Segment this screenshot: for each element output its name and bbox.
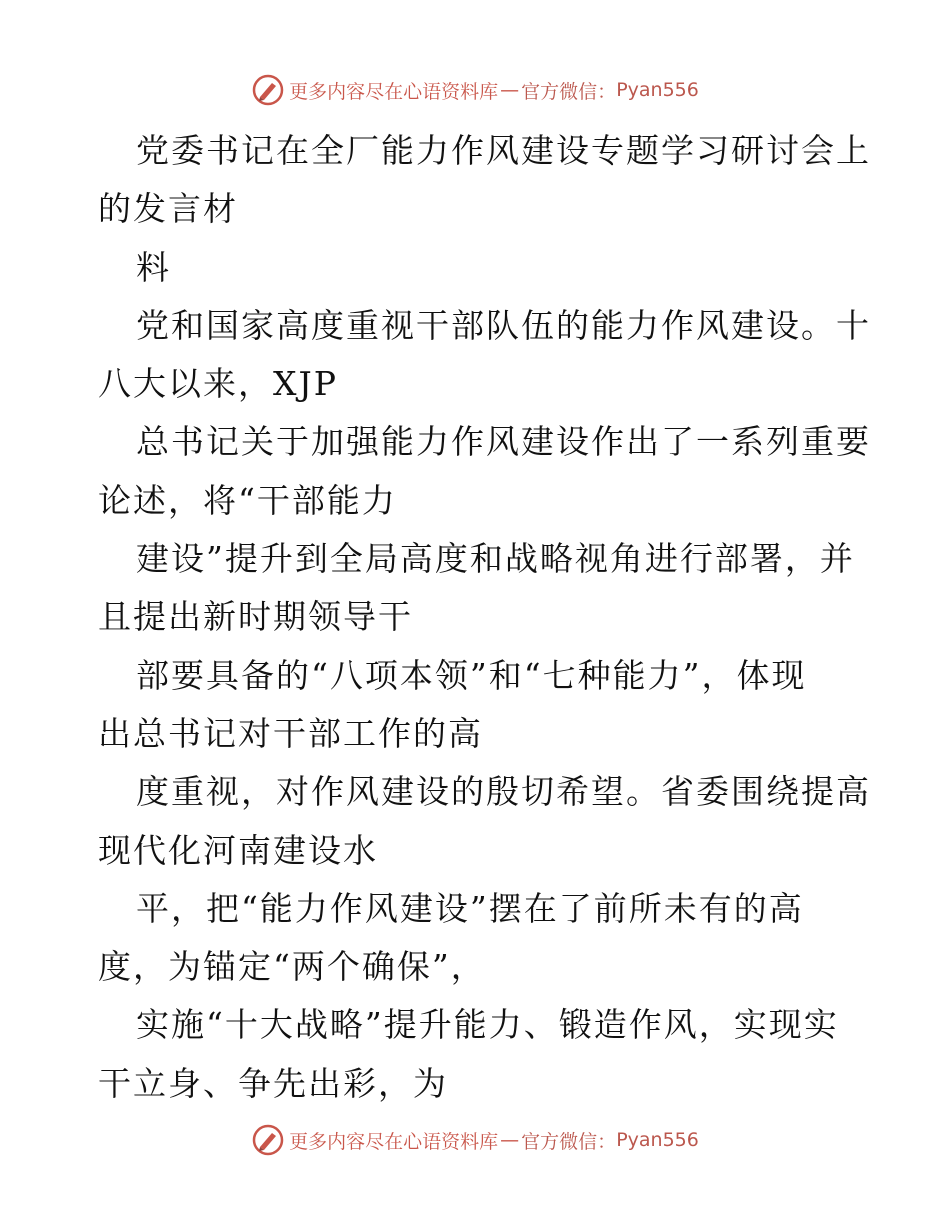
text-line: 实施“十大战略”提升能力、锻造作风，实现实 [136, 1005, 839, 1045]
text-line: 出总书记对干部工作的高 [98, 713, 483, 753]
text-line: 总书记关于加强能力作风建设作出了一系列重要 [136, 422, 871, 462]
watermark-wechat-id: Pyan556 [616, 79, 699, 101]
text-line: 度，为锚定“两个确保”， [98, 947, 486, 987]
watermark-text: 更多内容尽在心语资料库 [289, 80, 499, 103]
text-line: 部要具备的“八项本领”和“七种能力”，体现 [136, 655, 807, 695]
pen-logo-icon [251, 1123, 285, 1157]
watermark-separator: — [500, 79, 520, 101]
text-line: 料 [136, 247, 171, 287]
text-line: 干立身、争先出彩，为 [98, 1063, 448, 1103]
pen-logo-icon [251, 73, 285, 107]
watermark-wechat-label: 官方微信： [521, 1130, 617, 1153]
text-line: 建设”提升到全局高度和战略视角进行部署，并 [136, 539, 855, 579]
watermark-wechat-label: 官方微信： [521, 80, 617, 103]
text-line: 的发言材 [98, 189, 238, 229]
document-body [98, 122, 871, 1113]
text-line: 度重视，对作风建设的殷切希望。省委围绕提高 [136, 772, 871, 812]
text-line: 论述，将“干部能力 [98, 480, 397, 520]
text-line: 党委书记在全厂能力作风建设专题学习研讨会上 [136, 131, 871, 170]
footer-watermark [0, 1120, 950, 1160]
watermark-text: 更多内容尽在心语资料库 [289, 1130, 499, 1153]
watermark-separator: — [500, 1129, 520, 1151]
text-line: 平，把“能力作风建设”摆在了前所未有的高 [136, 888, 804, 928]
text-line: 八大以来，XJP [98, 364, 338, 404]
text-line: 现代化河南建设水 [98, 830, 378, 870]
header-watermark [0, 70, 950, 110]
watermark-wechat-id: Pyan556 [616, 1129, 699, 1151]
text-line: 党和国家高度重视干部队伍的能力作风建设。十 [136, 305, 871, 345]
text-line: 且提出新时期领导干 [98, 597, 413, 637]
